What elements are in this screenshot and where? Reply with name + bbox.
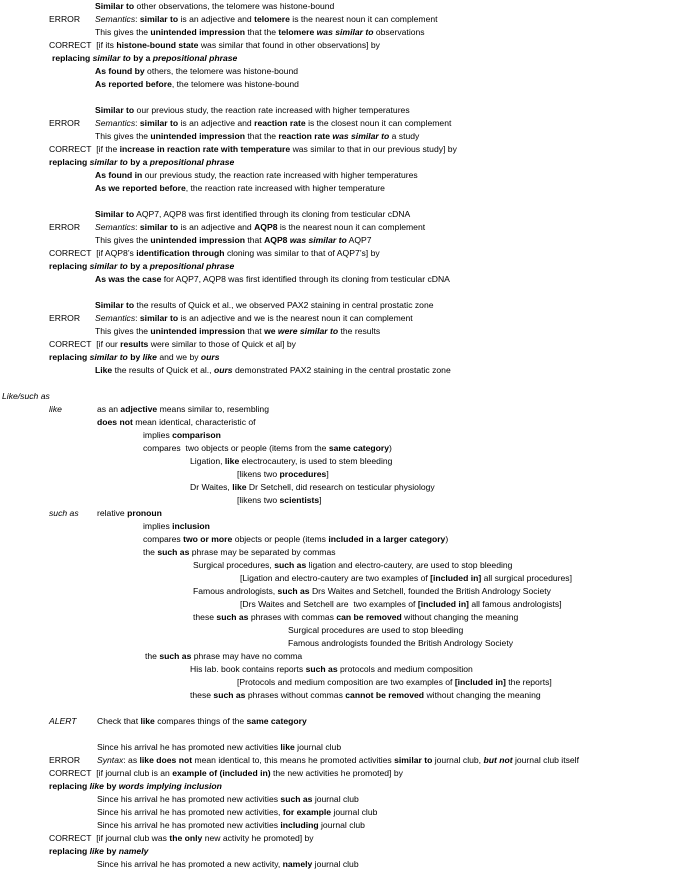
text-line: ERROR [49,313,81,323]
text-line: CORRECT [if our results were similar to those of Quick et al] by [49,339,296,349]
text-line: relative pronoun [97,508,162,518]
text-line: ERROR [49,118,81,128]
text-line: like [49,404,62,414]
text-line: CORRECT [if journal club is an example of (included in) the new activities he promoted] by [49,768,403,778]
text-line: such as [49,508,79,518]
text-line: the such as phrase may be separated by commas [143,547,336,557]
text-line: ERROR [49,755,81,765]
text-line: replacing similar to by a prepositional phrase [52,53,238,63]
text-line: Ligation, like electrocautery, is used to stem bleeding [190,456,393,466]
text-line: Surgical procedures, such as ligation and electro-cautery, are used to stop bleeding [193,560,513,570]
text-line: Since his arrival he has promoted new activities like journal club [97,742,342,752]
text-line: Since his arrival he has promoted new activities, for example journal club [97,807,378,817]
text-line: Since his arrival he has promoted new activities including journal club [97,820,365,830]
text-line: ERROR [49,222,81,232]
text-line: Similar to the results of Quick et al., we observed PAX2 staining in central prostatic zone [95,300,434,310]
text-line: As found in our previous study, the reaction rate increased with higher temperatures [95,170,418,180]
text-line: [Ligation and electro-cautery are two examples of [included in] all surgical procedures] [240,573,572,583]
text-line: Since his arrival he has promoted a new activity, namely journal club [97,859,359,869]
text-line: This gives the unintended impression that the reaction rate was similar to a study [95,131,420,141]
text-line: does not mean identical, characteristic of [97,417,256,427]
text-line: as an adjective means similar to, resembling [97,404,269,414]
text-line: Similar to other observations, the telomere was histone-bound [95,1,335,11]
text-line: This gives the unintended impression that the telomere was similar to observations [95,27,425,37]
text-line: replacing like by words implying inclusion [49,781,222,791]
text-line: As was the case for AQP7, AQP8 was first identified through its cloning from testicular cDNA [95,274,450,284]
text-line: replacing like by namely [49,846,149,856]
text-line: As reported before, the telomere was histone-bound [95,79,299,89]
text-line: Famous andrologists founded the British Andrology Society [288,638,513,648]
text-line: Check that like compares things of the same category [97,716,307,726]
text-line: implies inclusion [143,521,210,531]
text-line: His lab. book contains reports such as protocols and medium composition [190,664,473,674]
text-line: Dr Waites, like Dr Setchell, did research on testicular physiology [190,482,435,492]
text-line: This gives the unintended impression that AQP8 was similar to AQP7 [95,235,372,245]
text-line: ALERT [49,716,77,726]
text-line: compares two or more objects or people (items included in a larger category) [143,534,449,544]
text-line: Like/such as [2,391,50,401]
text-line: these such as phrases without commas cannot be removed without changing the meaning [190,690,541,700]
text-line: [likens two scientists] [237,495,322,505]
text-line: Semantics: similar to is an adjective and reaction rate is the closest noun it can complement [95,118,452,128]
text-line: compares two objects or people (items from the same category) [143,443,392,453]
text-line: Since his arrival he has promoted new activities such as journal club [97,794,359,804]
text-line: replacing similar to by a prepositional phrase [49,261,235,271]
text-line: replacing similar to by a prepositional phrase [49,157,235,167]
text-line: CORRECT [if its histone-bound state was similar that found in other observations] by [49,40,380,50]
text-line: [Drs Waites and Setchell are two examples of [included in] all famous andrologists] [240,599,562,609]
text-line: Semantics: similar to is an adjective and AQP8 is the nearest noun it can complement [95,222,426,232]
text-line: This gives the unintended impression that we were similar to the results [95,326,381,336]
text-line: Like the results of Quick et al., ours demonstrated PAX2 staining in the central prostatic zone [95,365,451,375]
text-line: [likens two procedures] [237,469,329,479]
text-line: Similar to AQP7, AQP8 was first identified through its cloning from testicular cDNA [95,209,411,219]
text-line: Similar to our previous study, the reaction rate increased with higher temperatures [95,105,410,115]
text-line: replacing similar to by like and we by ours [49,352,220,362]
text-line: Semantics: similar to is an adjective and we is the nearest noun it can complement [95,313,413,323]
text-line: these such as phrases with commas can be removed without changing the meaning [193,612,519,622]
text-line: Surgical procedures are used to stop bleeding [288,625,464,635]
text-line: Syntax: as like does not mean identical to, this means he promoted activities similar to journal club, but not journal club itself [97,755,579,765]
text-line: CORRECT [if journal club was the only new activity he promoted] by [49,833,314,843]
text-line: Semantics: similar to is an adjective and telomere is the nearest noun it can complement [95,14,438,24]
text-line: As found by others, the telomere was histone-bound [95,66,299,76]
text-line: ERROR [49,14,81,24]
text-line: CORRECT [if the increase in reaction rate with temperature was similar to that in our previous study] by [49,144,457,154]
text-line: CORRECT [if AQP8’s identification through cloning was similar to that of AQP7’s] by [49,248,380,258]
text-line: Famous andrologists, such as Drs Waites and Setchell, founded the British Andrology Society [193,586,551,596]
text-line: [Protocols and medium composition are two examples of [included in] the reports] [237,677,552,687]
text-line: As we reported before, the reaction rate increased with higher temperature [95,183,385,193]
text-line: implies comparison [143,430,221,440]
text-line: the such as phrase may have no comma [145,651,303,661]
